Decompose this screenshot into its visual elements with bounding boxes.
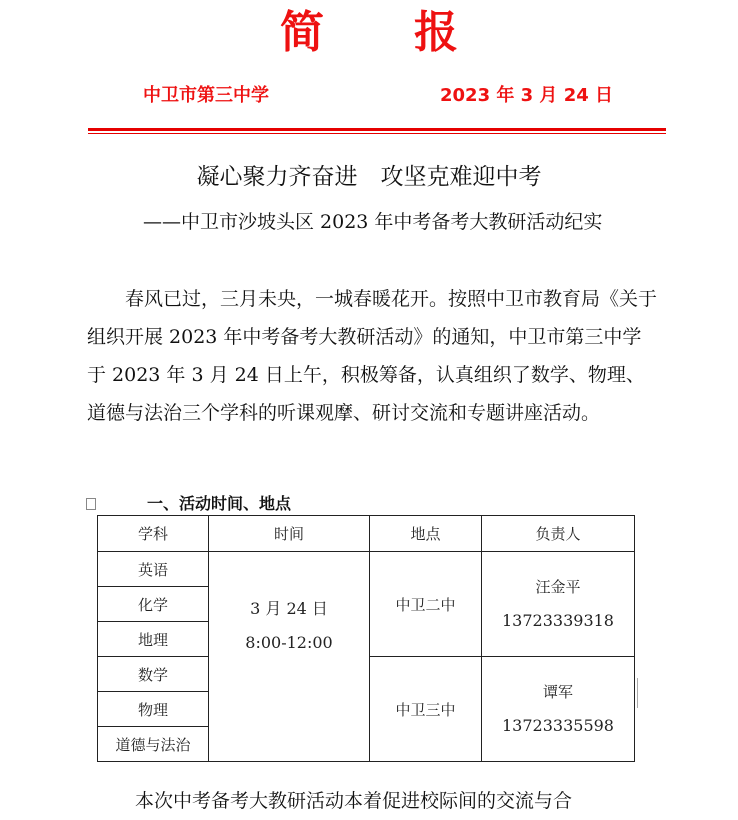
time-date: 3 月 24 日 — [250, 599, 328, 618]
subject-cell: 化学 — [98, 587, 209, 622]
red-divider — [88, 128, 666, 131]
subject-cell: 地理 — [98, 622, 209, 657]
school-name: 中卫市第三中学 — [143, 85, 269, 106]
subject-cell: 英语 — [98, 552, 209, 587]
person-name: 谭军 — [542, 683, 573, 701]
location-cell: 中卫三中 — [370, 657, 482, 762]
masthead-title — [0, 0, 738, 70]
header-subject: 学科 — [98, 516, 209, 552]
subject-cell: 道德与法治 — [98, 727, 209, 762]
header-time: 时间 — [209, 516, 370, 552]
article-headline: 凝心聚力齐奋进 攻坚克难迎中考 — [196, 164, 542, 190]
time-range: 8:00-12:00 — [245, 633, 333, 652]
article-paragraph: 本次中考备考大教研活动本着促进校际间的交流与合 — [135, 790, 573, 812]
subject-cell: 物理 — [98, 692, 209, 727]
red-divider-thin — [88, 133, 666, 134]
header-location: 地点 — [370, 516, 482, 552]
location-cell: 中卫二中 — [370, 552, 482, 657]
masthead-title-left: 简 — [280, 7, 324, 58]
subject-cell: 数学 — [98, 657, 209, 692]
margin-mark — [637, 678, 642, 708]
table-header-row — [98, 516, 635, 552]
article-paragraph: 春风已过，三月未央，一城春暖花开。按照中卫市教育局《关于组织开展 2023 年中考备考大教研活动》的通知，中卫市第三中学于 2023 年 3 月 24 日上午，积极筹备，认真组织了数学、物理、道德与法治三个学科的听课观摩、研讨交流和专题讲座活动。 — [87, 288, 658, 424]
table-row — [98, 552, 635, 587]
person-cell — [482, 657, 635, 762]
person-phone: 13723339318 — [502, 611, 614, 630]
header-person: 负责人 — [482, 516, 635, 552]
article-subhead: ——中卫市沙坡头区 2023 年中考备考大教研活动纪实 — [143, 211, 603, 233]
schedule-table — [97, 515, 635, 762]
section-heading: 一、活动时间、地点 — [147, 494, 292, 513]
issue-date: 2023 年 3 月 24 日 — [440, 85, 614, 106]
person-cell — [482, 552, 635, 657]
person-name: 汪金平 — [535, 578, 581, 596]
time-cell — [209, 552, 370, 762]
anchor-icon — [86, 498, 96, 510]
masthead-title-right: 报 — [414, 7, 458, 58]
person-phone: 13723335598 — [502, 716, 614, 735]
